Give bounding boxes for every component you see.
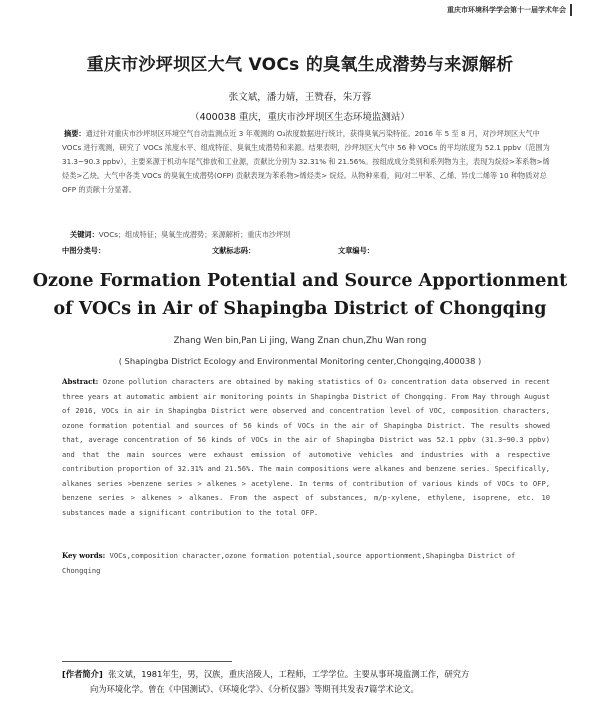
english-keywords [62,549,550,578]
clc-label: 中图分类号： [62,246,106,255]
english-abstract-label: Abstract: [62,377,99,386]
chinese-affiliation: （400038 重庆，重庆市沙坪坝区生态环境监测站） [190,112,410,123]
english-keywords-text: VOCs,composition character,ozone formation potential,source apportionment,Shapingba District of Chongqing [62,551,516,575]
english-keywords-label: Key words: [62,551,106,560]
english-abstract-text: Ozone pollution characters are obtained by making statistics of O₃ concentration data observed in recent three years at automatic ambient air monitoring points in Shapingba District of Chongqing. From May through August of 2016, VOCs in air in Shapingba District were observed and concentration level of VOC, composition characters, ozone formation potential and sources of 56 kinds of VOCs in the air of Shapingba District. The results showed that, average concentration of 56 kinds of VOCs in the air of Shapingba District was 52.1 ppbv (31.3~90.3 ppbv) and that the main sources were exhaust emission of automotive vehicles and industries with a respective contribution proportion of 32.31% and 21.56%. The main compositions were alkanes and benzene series. Specifically, alkanes series >benzene series > alkenes > acetylene. In terms of contribution of various kinds of VOCs to OFP, benzene series > alkenes > alkanes. From the aspect of substances, m/p-xylene, ethylene, isoprene, etc. 10 substances made a significant contribution to the total OFP. [62,377,550,517]
chinese-keywords-text: VOCs；组成特征；臭氧生成潜势；来源解析；重庆市沙坪坝 [98,230,291,239]
author-footnote [62,667,562,697]
running-header: 重庆市环境科学学会第十一届学术年会 [447,4,572,16]
english-affiliation: ( Shapingba District Ecology and Environmental Monitoring center,Chongqing,400038 ) [118,356,482,366]
english-title-line-1: Ozone Formation Potential and Source Apportionment [32,271,568,291]
chinese-abstract [62,127,550,197]
chinese-authors: 张文斌，潘力婧，王赞春，朱万蓉 [228,92,372,103]
english-abstract [62,375,550,520]
article-number-label: 文章编号： [338,246,374,255]
chinese-title: 重庆市沙坪坝区大气 VOCs 的臭氧生成潜势与来源解析 [86,55,514,75]
chinese-keywords [70,230,550,240]
footnote-divider [62,661,232,662]
english-title [0,267,600,323]
chinese-abstract-label: 摘要： [64,129,86,138]
english-authors: Zhang Wen bin,Pan Li jing, Wang Znan chun,Zhu Wan rong [173,336,427,346]
footnote-line-2: 向为环境化学。曾在《中国测试》、《环境化学》、《分析仪器》等期刊共发表7篇学术论文。 [90,684,419,694]
english-title-line-2: of VOCs in Air of Shapingba District of Chongqing [53,299,547,319]
chinese-keywords-label: 关键词： [70,230,99,239]
document-code-label: 文献标志码： [212,246,256,255]
chinese-abstract-text: 通过针对重庆市沙坪坝区环境空气自动监测点近 3 年观测的 O₃浓度数据进行统计，获得臭氧污染特征。2016 年 5 至 8 月，对沙坪坝区大气中 VOCs 进行观测，研究了 VOCs 浓度水平、组成特征、臭氧生成潜势和来源。结果表明，沙坪坝区大气中 56 种 VOCs 的平均浓度为 52.1 ppbv（范围为 31.3~90.3 ppbv），主要来源于机动车尾气排放和工业源，贡献比分别为 32.31% 和 21.56%。按组成成分类别和系列物为主，表现为烷烃>苯系物>烯烃类>乙炔。大气中各类 VOCs 的臭氧生成潜势(OFP) 贡献表现为苯系物>烯烃类> 烷烃。从物种来看，间/对二甲苯、乙烯、异戊二烯等 10 种物质对总 OFP 的贡献十分显著。 [62,129,550,194]
footnote-label: [作者简介] [62,669,103,679]
footnote-line-1: 张文斌，1981年生，男，汉族，重庆涪陵人，工程师，工学学位。主要从事环境监测工作，研究方 [108,669,470,679]
